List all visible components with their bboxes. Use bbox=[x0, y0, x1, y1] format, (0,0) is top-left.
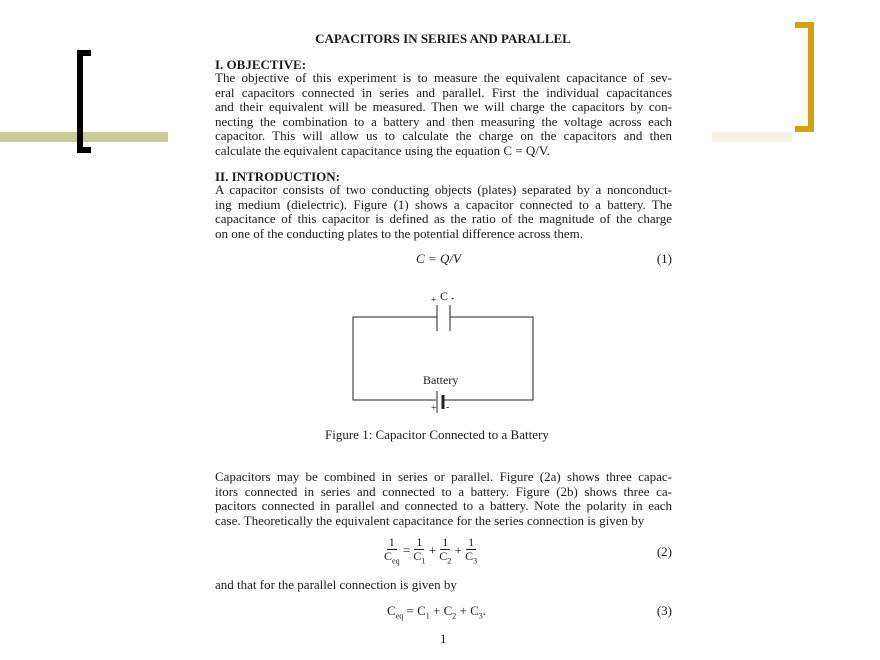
para2-line: itors connected in series and connected to a battery. Figure (2b) shows three ca- bbox=[215, 483, 672, 499]
battery-minus: - bbox=[446, 402, 450, 413]
capacitor-label: C bbox=[440, 289, 449, 303]
objective-line: eral capacitors connected in series and parallel. First the individual capacitances bbox=[215, 84, 672, 100]
figure-1-caption: Figure 1: Capacitor Connected to a Battery bbox=[325, 427, 549, 442]
equation-2: $\frac{1}{C_{eq}}$ = $\frac{1}{C_1}$ + $\frac{1}{C_2}$ + $\frac{1}{C_3}$ bbox=[384, 535, 478, 566]
objective-heading: I. OBJECTIVE: bbox=[215, 57, 307, 72]
para2-line: Capacitors may be combined in series or parallel. Figure (2a) shows three capac- bbox=[215, 469, 672, 484]
numerator: 1 bbox=[468, 535, 475, 549]
numerator: 1 bbox=[416, 535, 423, 549]
intro-line: A capacitor consists of two conducting objects (plates) separated by a nonconduct- bbox=[215, 182, 672, 197]
equation-1: C = Q/V bbox=[416, 251, 461, 266]
capacitor-minus: - bbox=[451, 293, 455, 304]
denominator: $C_{eq}$ bbox=[384, 549, 400, 566]
circuit-diagram bbox=[340, 285, 550, 420]
equation-3-number: (3) bbox=[656, 603, 672, 618]
objective-line: calculate the equivalent capacitance using the equation C = Q/V. bbox=[215, 142, 550, 158]
equation-2-number: (2) bbox=[656, 544, 672, 559]
figure-1-circuit bbox=[340, 285, 550, 420]
objective-line: capacitor. This will allow us to calculate the charge on the capacitors and then bbox=[215, 128, 672, 143]
battery-plus: + bbox=[431, 403, 437, 414]
numerator: 1 bbox=[442, 535, 449, 549]
denominator: $C_3$ bbox=[465, 549, 478, 566]
intro-line: capacitance of this capacitor is defined as the ratio of the magnitude of the charge bbox=[215, 211, 672, 226]
battery-label: Battery bbox=[423, 373, 459, 387]
decor-faint-bar bbox=[712, 132, 792, 142]
denominator: $C_1$ bbox=[413, 549, 426, 566]
intro-line: on one of the conducting plates to the potential difference across them. bbox=[215, 225, 583, 241]
para3: and that for the parallel connection is given by bbox=[215, 577, 457, 592]
decor-left-bracket bbox=[77, 50, 91, 153]
denominator: $C_2$ bbox=[439, 549, 452, 566]
para2-line: case. Theoretically the equivalent capacitance for the series connection is given by bbox=[215, 512, 645, 528]
equation-3: $C_{eq} = C_1 + C_2 + C_3$. bbox=[387, 603, 487, 621]
objective-line: The objective of this experiment is to measure the equivalent capacitance of sev- bbox=[215, 70, 672, 85]
capacitor-plus: + bbox=[431, 295, 437, 306]
objective-line: and their equivalent will be measured. Then we will charge the capacitors by con- bbox=[215, 99, 672, 114]
intro-line: ing medium (dielectric). Figure (1) shows a capacitor connected to a battery. The bbox=[215, 196, 672, 212]
numerator: 1 bbox=[388, 535, 395, 549]
document-title: CAPACITORS IN SERIES AND PARALLEL bbox=[315, 31, 571, 46]
para2-line: pacitors connected in parallel and connected to a battery. Note the polarity in each bbox=[215, 498, 672, 513]
page-number: 1 bbox=[440, 631, 447, 646]
introduction-heading: II. INTRODUCTION: bbox=[215, 169, 340, 184]
equation-1-number: (1) bbox=[656, 251, 672, 266]
objective-line: necting the combination to a battery and then measuring the voltage across each bbox=[215, 113, 672, 129]
